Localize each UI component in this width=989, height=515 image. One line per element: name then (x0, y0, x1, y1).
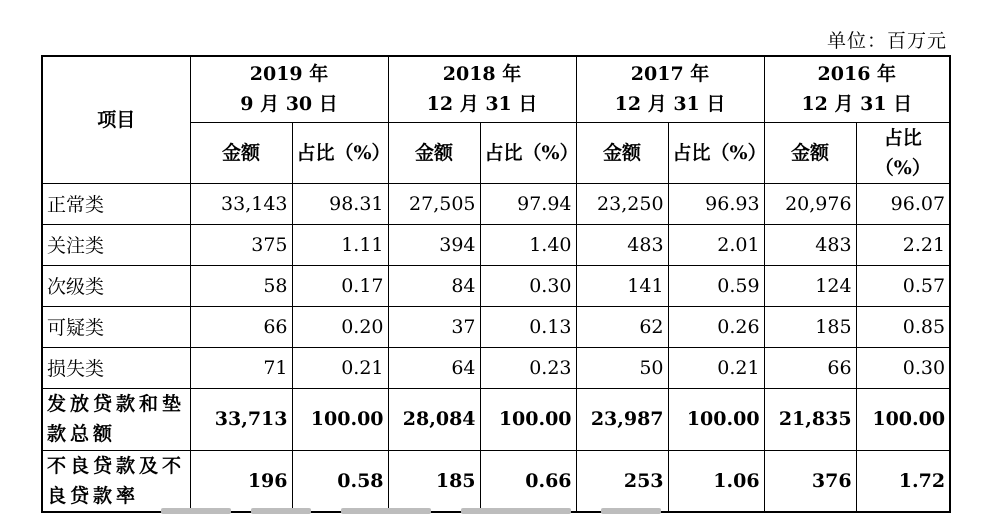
header-ratio: 占比（%） (480, 122, 576, 183)
amount-cell: 375 (190, 224, 292, 265)
amount-cell: 23,987 (576, 388, 668, 450)
ratio-cell: 0.26 (668, 306, 764, 347)
amount-cell: 253 (576, 450, 668, 512)
loan-classification-table (41, 55, 951, 513)
unit-label: 单位：百万元 (826, 30, 947, 52)
ratio-cell: 1.11 (292, 224, 388, 265)
ratio-cell: 100.00 (668, 388, 764, 450)
amount-cell: 124 (764, 265, 856, 306)
amount-cell: 33,143 (190, 183, 292, 224)
amount-cell: 33,713 (190, 388, 292, 450)
row-label: 关注类 (42, 224, 190, 265)
row-label: 损失类 (42, 347, 190, 388)
total-label (42, 388, 190, 450)
ratio-cell: 0.59 (668, 265, 764, 306)
amount-cell: 50 (576, 347, 668, 388)
table-row (42, 265, 950, 306)
header-amount: 金额 (764, 122, 856, 183)
header-ratio: 占比（%） (292, 122, 388, 183)
ratio-cell: 98.31 (292, 183, 388, 224)
amount-cell: 66 (764, 347, 856, 388)
total-label (42, 450, 190, 512)
header-amount: 金额 (190, 122, 292, 183)
header-date: 12 月 31 日 (426, 93, 538, 116)
header-amount: 金额 (388, 122, 480, 183)
amount-cell: 196 (190, 450, 292, 512)
ratio-cell: 0.23 (480, 347, 576, 388)
header-year: 2018 年 (442, 63, 522, 86)
ratio-cell: 0.30 (480, 265, 576, 306)
ratio-cell: 2.01 (668, 224, 764, 265)
ratio-cell: 97.94 (480, 183, 576, 224)
table-row (42, 224, 950, 265)
ratio-cell: 100.00 (292, 388, 388, 450)
ratio-cell: 0.13 (480, 306, 576, 347)
amount-cell: 71 (190, 347, 292, 388)
header-date: 12 月 31 日 (801, 93, 913, 116)
table-row (42, 183, 950, 224)
header-item: 项目 (42, 56, 190, 183)
header-period-2017 (576, 56, 764, 122)
ratio-cell: 0.17 (292, 265, 388, 306)
amount-cell: 376 (764, 450, 856, 512)
table-row (42, 347, 950, 388)
ratio-cell: 0.20 (292, 306, 388, 347)
ratio-cell: 0.85 (856, 306, 950, 347)
ratio-cell: 0.21 (292, 347, 388, 388)
header-date: 9 月 30 日 (240, 93, 338, 116)
amount-cell: 58 (190, 265, 292, 306)
amount-cell: 141 (576, 265, 668, 306)
header-period-2019 (190, 56, 388, 122)
total-label-line1: 发放贷款和垫 (47, 393, 186, 415)
amount-cell: 28,084 (388, 388, 480, 450)
ratio-cell: 0.30 (856, 347, 950, 388)
ratio-cell: 2.21 (856, 224, 950, 265)
ratio-cell: 1.72 (856, 450, 950, 512)
total-label-line2: 良贷款率 (47, 484, 140, 507)
ratio-cell: 100.00 (480, 388, 576, 450)
header-ratio: 占比（%） (668, 122, 764, 183)
ratio-cell: 96.07 (856, 183, 950, 224)
header-year: 2019 年 (249, 63, 329, 86)
header-amount: 金额 (576, 122, 668, 183)
ratio-cell: 100.00 (856, 388, 950, 450)
total-label-line2: 款总额 (47, 423, 117, 445)
ratio-cell: 1.40 (480, 224, 576, 265)
header-ratio: 占比（%） (856, 122, 950, 183)
amount-cell: 185 (388, 450, 480, 512)
ratio-cell: 1.06 (668, 450, 764, 512)
row-label: 正常类 (42, 183, 190, 224)
ratio-cell: 0.58 (292, 450, 388, 512)
amount-cell: 37 (388, 306, 480, 347)
ratio-cell: 0.57 (856, 265, 950, 306)
header-date: 12 月 31 日 (614, 93, 726, 116)
amount-cell: 66 (190, 306, 292, 347)
amount-cell: 84 (388, 265, 480, 306)
amount-cell: 27,505 (388, 183, 480, 224)
amount-cell: 483 (764, 224, 856, 265)
row-label: 可疑类 (42, 306, 190, 347)
row-label: 次级类 (42, 265, 190, 306)
ratio-cell: 96.93 (668, 183, 764, 224)
amount-cell: 21,835 (764, 388, 856, 450)
ratio-cell: 0.21 (668, 347, 764, 388)
cropped-footnote (41, 504, 949, 515)
amount-cell: 23,250 (576, 183, 668, 224)
header-year: 2017 年 (630, 63, 710, 86)
table-row (42, 306, 950, 347)
amount-cell: 483 (576, 224, 668, 265)
header-year: 2016 年 (817, 63, 897, 86)
total-label-line1: 不良贷款及不 (47, 454, 186, 477)
header-period-2018 (388, 56, 576, 122)
ratio-cell: 0.66 (480, 450, 576, 512)
total-row (42, 388, 950, 450)
amount-cell: 62 (576, 306, 668, 347)
amount-cell: 64 (388, 347, 480, 388)
header-period-2016 (764, 56, 950, 122)
amount-cell: 20,976 (764, 183, 856, 224)
amount-cell: 185 (764, 306, 856, 347)
total-row (42, 450, 950, 512)
amount-cell: 394 (388, 224, 480, 265)
